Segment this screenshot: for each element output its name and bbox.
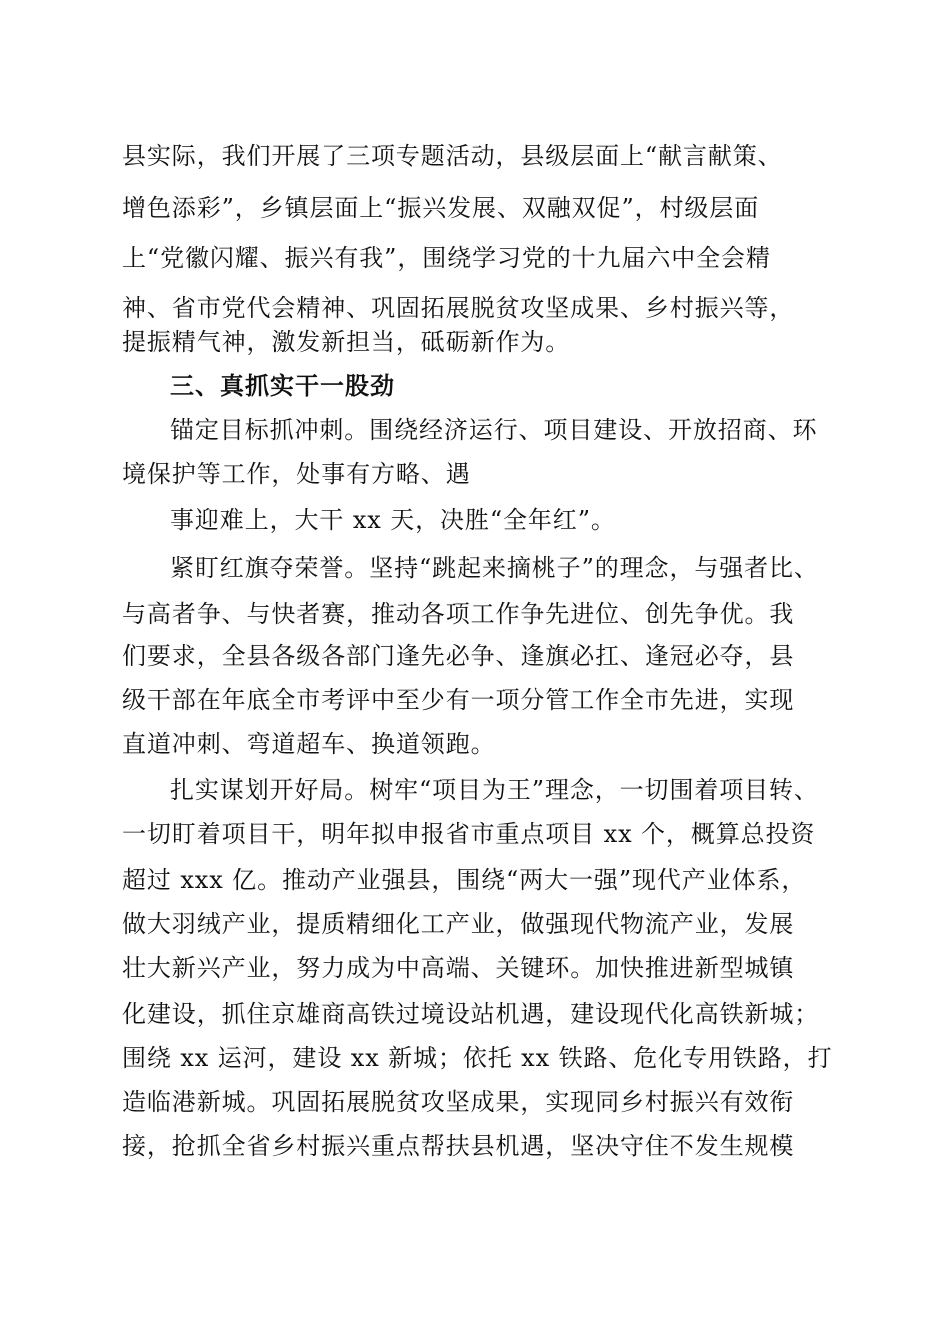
paragraph-4-line-5: 壮大新兴产业，努力成为中高端、关键环。加快推进新型城镇 <box>122 954 795 982</box>
paragraph-4-line-3: 超过 xxx 亿。推动产业强县，围绕“两大一强”现代产业体系， <box>122 866 807 894</box>
paragraph-1-line-2: 增色添彩”，乡镇层面上“振兴发展、双融双促”，村级层面 <box>122 194 760 222</box>
paragraph-2-line-2: 境保护等工作，处事有方略、遇 <box>122 460 471 488</box>
section-heading: 三、真抓实干一股劲 <box>170 372 395 400</box>
paragraph-1-line-5: 提振精气神，激发新担当，砥砺新作为。 <box>122 328 571 356</box>
paragraph-4-line-2: 一切盯着项目干，明年拟申报省市重点项目 xx 个，概算总投资 <box>122 820 816 848</box>
paragraph-1-line-4: 神、省市党代会精神、巩固拓展脱贫攻坚成果、乡村振兴等， <box>122 294 795 322</box>
paragraph-3-line-1: 紧盯红旗夺荣誉。坚持“跳起来摘桃子”的理念，与强者比、 <box>170 554 819 582</box>
paragraph-4-line-7: 围绕 xx 运河，建设 xx 新城；依托 xx 铁路、危化专用铁路，打 <box>122 1044 833 1072</box>
paragraph-2-line-3: 事迎难上，大干 xx 天，决胜“全年红”。 <box>170 506 616 534</box>
paragraph-3-line-3: 们要求，全县各级各部门逢先必争、逢旗必扛、逢冠必夺，县 <box>122 642 795 670</box>
paragraph-4-line-8: 造临港新城。巩固拓展脱贫攻坚成果，实现同乡村振兴有效衔 <box>122 1088 795 1116</box>
paragraph-4-line-9: 接，抢抓全省乡村振兴重点帮扶县机遇，坚决守住不发生规模 <box>122 1132 795 1160</box>
paragraph-1-line-3: 上“党徽闪耀、振兴有我”，围绕学习党的十九届六中全会精 <box>122 244 771 272</box>
paragraph-4-line-4: 做大羽绒产业，提质精细化工产业，做强现代物流产业，发展 <box>122 910 795 938</box>
paragraph-2-line-1: 锚定目标抓冲刺。围绕经济运行、项目建设、开放招商、环 <box>170 416 818 444</box>
paragraph-3-line-4: 级干部在年底全市考评中至少有一项分管工作全市先进，实现 <box>122 686 795 714</box>
paragraph-1-line-1: 县实际，我们开展了三项专题活动，县级层面上“献言献策、 <box>122 142 783 170</box>
paragraph-4-line-6: 化建设，抓住京雄商高铁过境设站机遇，建设现代化高铁新城； <box>122 1000 820 1028</box>
paragraph-4-line-1: 扎实谋划开好局。树牢“项目为王”理念，一切围着项目转、 <box>170 776 819 804</box>
paragraph-3-line-2: 与高者争、与快者赛，推动各项工作争先进位、创先争优。我 <box>122 600 795 628</box>
paragraph-3-line-5: 直道冲刺、弯道超车、换道领跑。 <box>122 730 496 758</box>
